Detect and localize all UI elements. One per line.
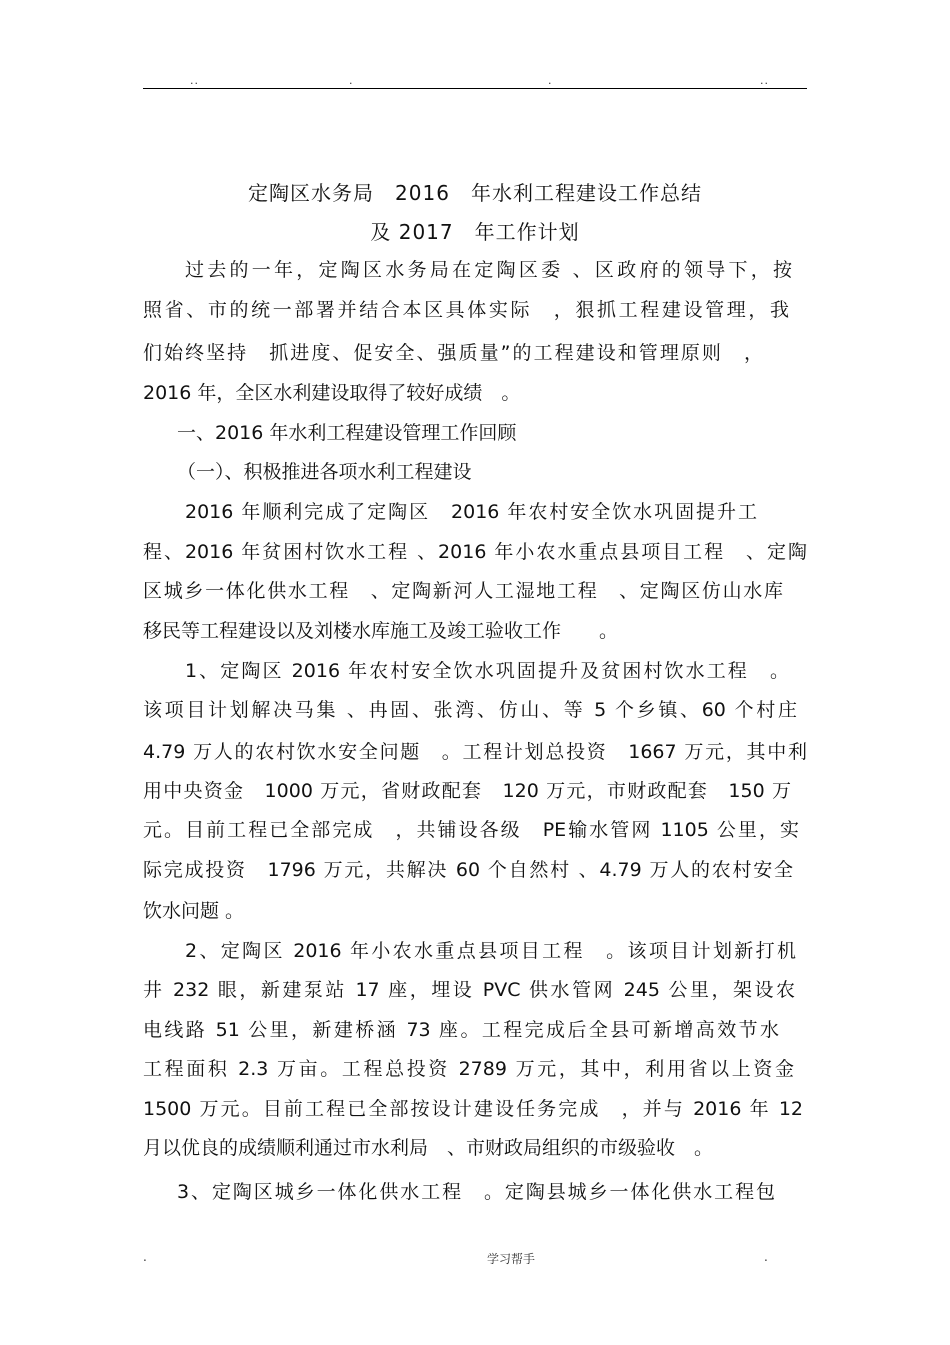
body-line: 井 232 眼，新建泵站 17 座，埋设 PVC 供水管网 245 公里，架设农 (143, 979, 795, 1001)
body-line: 1、定陶区 2016 年农村安全饮水巩固提升及贫困村饮水工程 。 (185, 660, 789, 682)
intro-line: 2016 年，全区水利建设取得了较好成绩 。 (143, 382, 521, 404)
body-line: 电线路 51 公里，新建桥涵 73 座。工程完成后全县可新增高效节水 (143, 1019, 779, 1041)
intro-line: 照省、市的统一部署并结合本区具体实际 ，狠抓工程建设管理，我 (143, 299, 789, 321)
section-heading: 一、2016 年水利工程建设管理工作回顾 (177, 422, 517, 444)
footer-left-mark: . (143, 1250, 147, 1264)
body-line: 饮水问题 。 (143, 900, 245, 922)
body-line: 际完成投资 1796 万元，共解决 60 个自然村 、4.79 万人的农村安全 (143, 859, 793, 881)
body-line: 工程面积 2.3 万亩。工程总投资 2789 万元，其中，利用省以上资金 (143, 1058, 794, 1080)
body-line: 2016 年顺利完成了定陶区 2016 年农村安全饮水巩固提升工 (185, 501, 757, 523)
body-line: 4.79 万人的农村饮水安全问题 。工程计划总投资 1667 万元，其中利 (143, 741, 807, 763)
intro-line: 们始终坚持 抓进度、促安全、强质量”的工程建设和管理原则 ， (143, 342, 763, 364)
document-title-line-1: 定陶区水务局 2016 年水利工程建设工作总结 (248, 181, 702, 205)
body-line: 1500 万元。目前工程已全部按设计建设任务完成 ，并与 2016 年 12 (143, 1098, 803, 1120)
header-mark-4: .. (760, 74, 769, 87)
header-mark-2: . (349, 74, 354, 87)
body-line: 该项目计划解决马集 、冉固、张湾、仿山、等 5 个乡镇、60 个村庄 (143, 699, 797, 721)
header-mark-3: . (548, 74, 553, 87)
body-line: 3、定陶区城乡一体化供水工程 。定陶县城乡一体化供水工程包 (177, 1181, 775, 1203)
document-title-line-2: 及 2017 年工作计划 (370, 220, 580, 244)
body-line: 月以优良的成绩顺利通过市水利局 、市财政局组织的市级验收 。 (143, 1137, 714, 1159)
header-rule (143, 88, 807, 89)
body-line: 移民等工程建设以及刘楼水库施工及竣工验收工作 。 (143, 620, 619, 642)
header-mark-1: .. (190, 74, 199, 87)
body-line: 程、2016 年贫困村饮水工程 、2016 年小农水重点县项目工程 、定陶 (143, 541, 807, 563)
body-line: 元。目前工程已全部完成 ，共铺设各级 PE输水管网 1105 公里，实 (143, 819, 799, 841)
body-line: 2、定陶区 2016 年小农水重点县项目工程 。该项目计划新打机 (185, 940, 796, 962)
footer-right-mark: . (764, 1250, 768, 1264)
intro-line: 过去的一年，定陶区水务局在定陶区委 、区政府的领导下，按 (185, 259, 792, 281)
subsection-heading: （一）、积极推进各项水利工程建设 (177, 461, 472, 483)
body-line: 用中央资金 1000 万元，省财政配套 120 万元，市财政配套 150 万 (143, 780, 791, 802)
body-line: 区城乡一体化供水工程 、定陶新河人工湿地工程 、定陶区仿山水库 (143, 580, 783, 602)
footer-caption: 学习帮手 (487, 1252, 536, 1266)
